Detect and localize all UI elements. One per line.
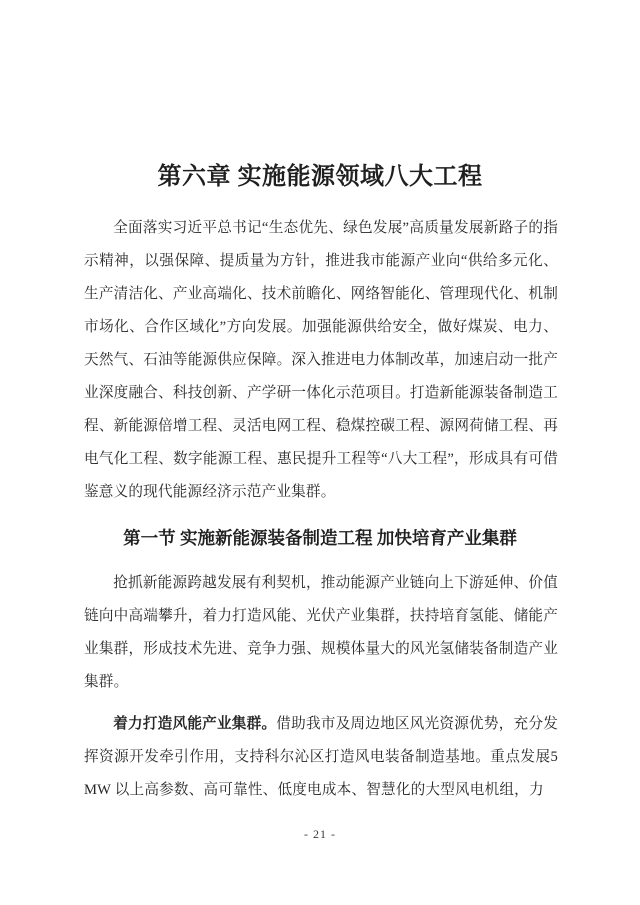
paragraph-section-intro: 抢抓新能源跨越发展有利契机，推动能源产业链向上下游延伸、价值链向中高端攀升，着力打造风能、光伏产业集群，扶持培育氢能、储能产业集群，形成技术先进、竞争力强、规模体量大的风光氢储装备制造产业集群。 <box>84 575 558 690</box>
paragraph-intro: 全面落实习近平总书记“生态优先、绿色发展”高质量发展新路子的指示精神，以强保障、提质量为方针，推进我市能源产业向“供给多元化、生产清洁化、产业高端化、技术前瞻化、网络智能化、管理现代化、机制市场化、合作区域化”方向发展。加强能源供给安全，做好煤炭、电力、天然气、石油等能源供应保障。深入推进电力体制改革，加速启动一批产业深度融合、科技创新、产学研一体化示范项目。打造新能源装备制造工程、新能源倍增工程、灵活电网工程、稳煤控碳工程、源网荷储工程、再电气化工程、数字能源工程、惠民提升工程等“八大工程”，形成具有可借鉴意义的现代能源经济示范产业集群。 <box>84 220 558 500</box>
chapter-title: 第六章 实施能源领域八大工程 <box>157 164 483 190</box>
page-number: - 21 - <box>304 827 336 841</box>
paragraph-wind-cluster <box>84 708 558 807</box>
paragraph-wind-cluster-body: 借助我市及周边地区风光资源优势，充分发挥资源开发牵引作用，支持科尔沁区打造风电装备制造基地。重点发展5MW 以上高参数、高可靠性、低度电成本、智慧化的大型风电机组，力 <box>84 716 558 798</box>
section-title: 第一节 实施新能源装备制造工程 加快培育产业集群 <box>123 528 517 548</box>
paragraph-wind-cluster-lead: 着力打造风能产业集群。 <box>113 716 277 732</box>
